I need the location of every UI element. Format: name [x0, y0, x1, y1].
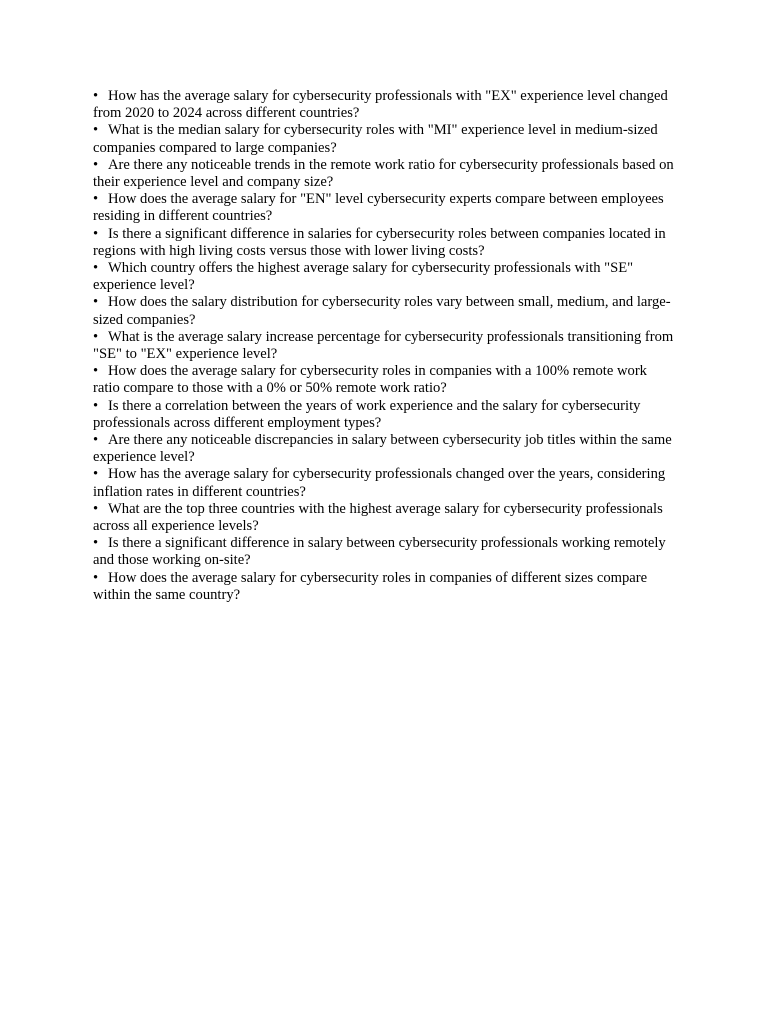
bullet: •: [93, 294, 99, 311]
list-item: [93, 191, 677, 225]
list-item: [93, 570, 677, 604]
question-text: What is the average salary increase percentage for cybersecurity professionals transitioning from "SE" to "EX" experience level?: [93, 328, 674, 363]
question-text: How does the salary distribution for cybersecurity roles vary between small, medium, and large-sized companies?: [93, 294, 671, 328]
list-item: [93, 535, 677, 569]
question-text: How does the average salary for cybersecurity roles in companies with a 100% remote work ratio compare to those with a 0% or 50% remote work ratio?: [93, 363, 647, 397]
bullet: •: [93, 88, 99, 104]
question-text: Is there a correlation between the years of work experience and the salary for cybersecurity professionals across different employment types?: [93, 397, 641, 431]
list-item: [93, 260, 677, 294]
list-item: [93, 501, 677, 535]
list-item: [93, 398, 677, 432]
list-item: [93, 432, 677, 466]
bullet: •: [93, 432, 99, 449]
list-item: [93, 294, 677, 328]
list-item: [93, 122, 677, 156]
question-text: Are there any noticeable discrepancies in salary between cybersecurity job titles within the same experience level?: [93, 432, 672, 466]
list-item: [93, 157, 677, 191]
question-text: What is the median salary for cybersecurity roles with "MI" experience level in medium-sized companies compared to large companies?: [93, 122, 658, 156]
list-item: [93, 88, 677, 122]
question-text: Is there a significant difference in salary between cybersecurity professionals working remotely and those working on-site?: [93, 535, 666, 569]
list-item: [93, 226, 677, 260]
bullet: •: [93, 156, 99, 173]
bullet: •: [93, 363, 99, 380]
bullet: •: [93, 122, 99, 139]
bullet: •: [93, 535, 99, 552]
question-text: How has the average salary for cybersecurity professionals changed over the years, considering inflation rates in different countries?: [93, 466, 666, 500]
question-text: Which country offers the highest average salary for cybersecurity professionals with "SE" experience level?: [93, 260, 634, 294]
question-text: What are the top three countries with the highest average salary for cybersecurity professionals across all experience levels?: [93, 500, 663, 535]
question-text: How does the average salary for "EN" level cybersecurity experts compare between employees residing in different countries?: [93, 191, 664, 225]
question-list: [93, 88, 677, 604]
question-text: How does the average salary for cybersecurity roles in companies of different sizes compare within the same country?: [93, 569, 648, 603]
bullet: •: [93, 260, 99, 277]
bullet: •: [93, 191, 99, 208]
bullet: •: [93, 569, 99, 586]
bullet: •: [93, 225, 99, 242]
question-text: Are there any noticeable trends in the remote work ratio for cybersecurity professionals based on their experience level and company size?: [93, 156, 674, 191]
bullet: •: [93, 466, 99, 483]
bullet: •: [93, 500, 99, 517]
question-text: Is there a significant difference in salaries for cybersecurity roles between companies located in regions with high living costs versus those with lower living costs?: [93, 225, 666, 259]
question-text: How has the average salary for cybersecurity professionals with "EX" experience level changed from 2020 to 2024 across different countries?: [93, 88, 668, 122]
list-item: [93, 466, 677, 500]
list-item: [93, 329, 677, 363]
bullet: •: [93, 397, 99, 414]
bullet: •: [93, 328, 99, 345]
list-item: [93, 363, 677, 397]
